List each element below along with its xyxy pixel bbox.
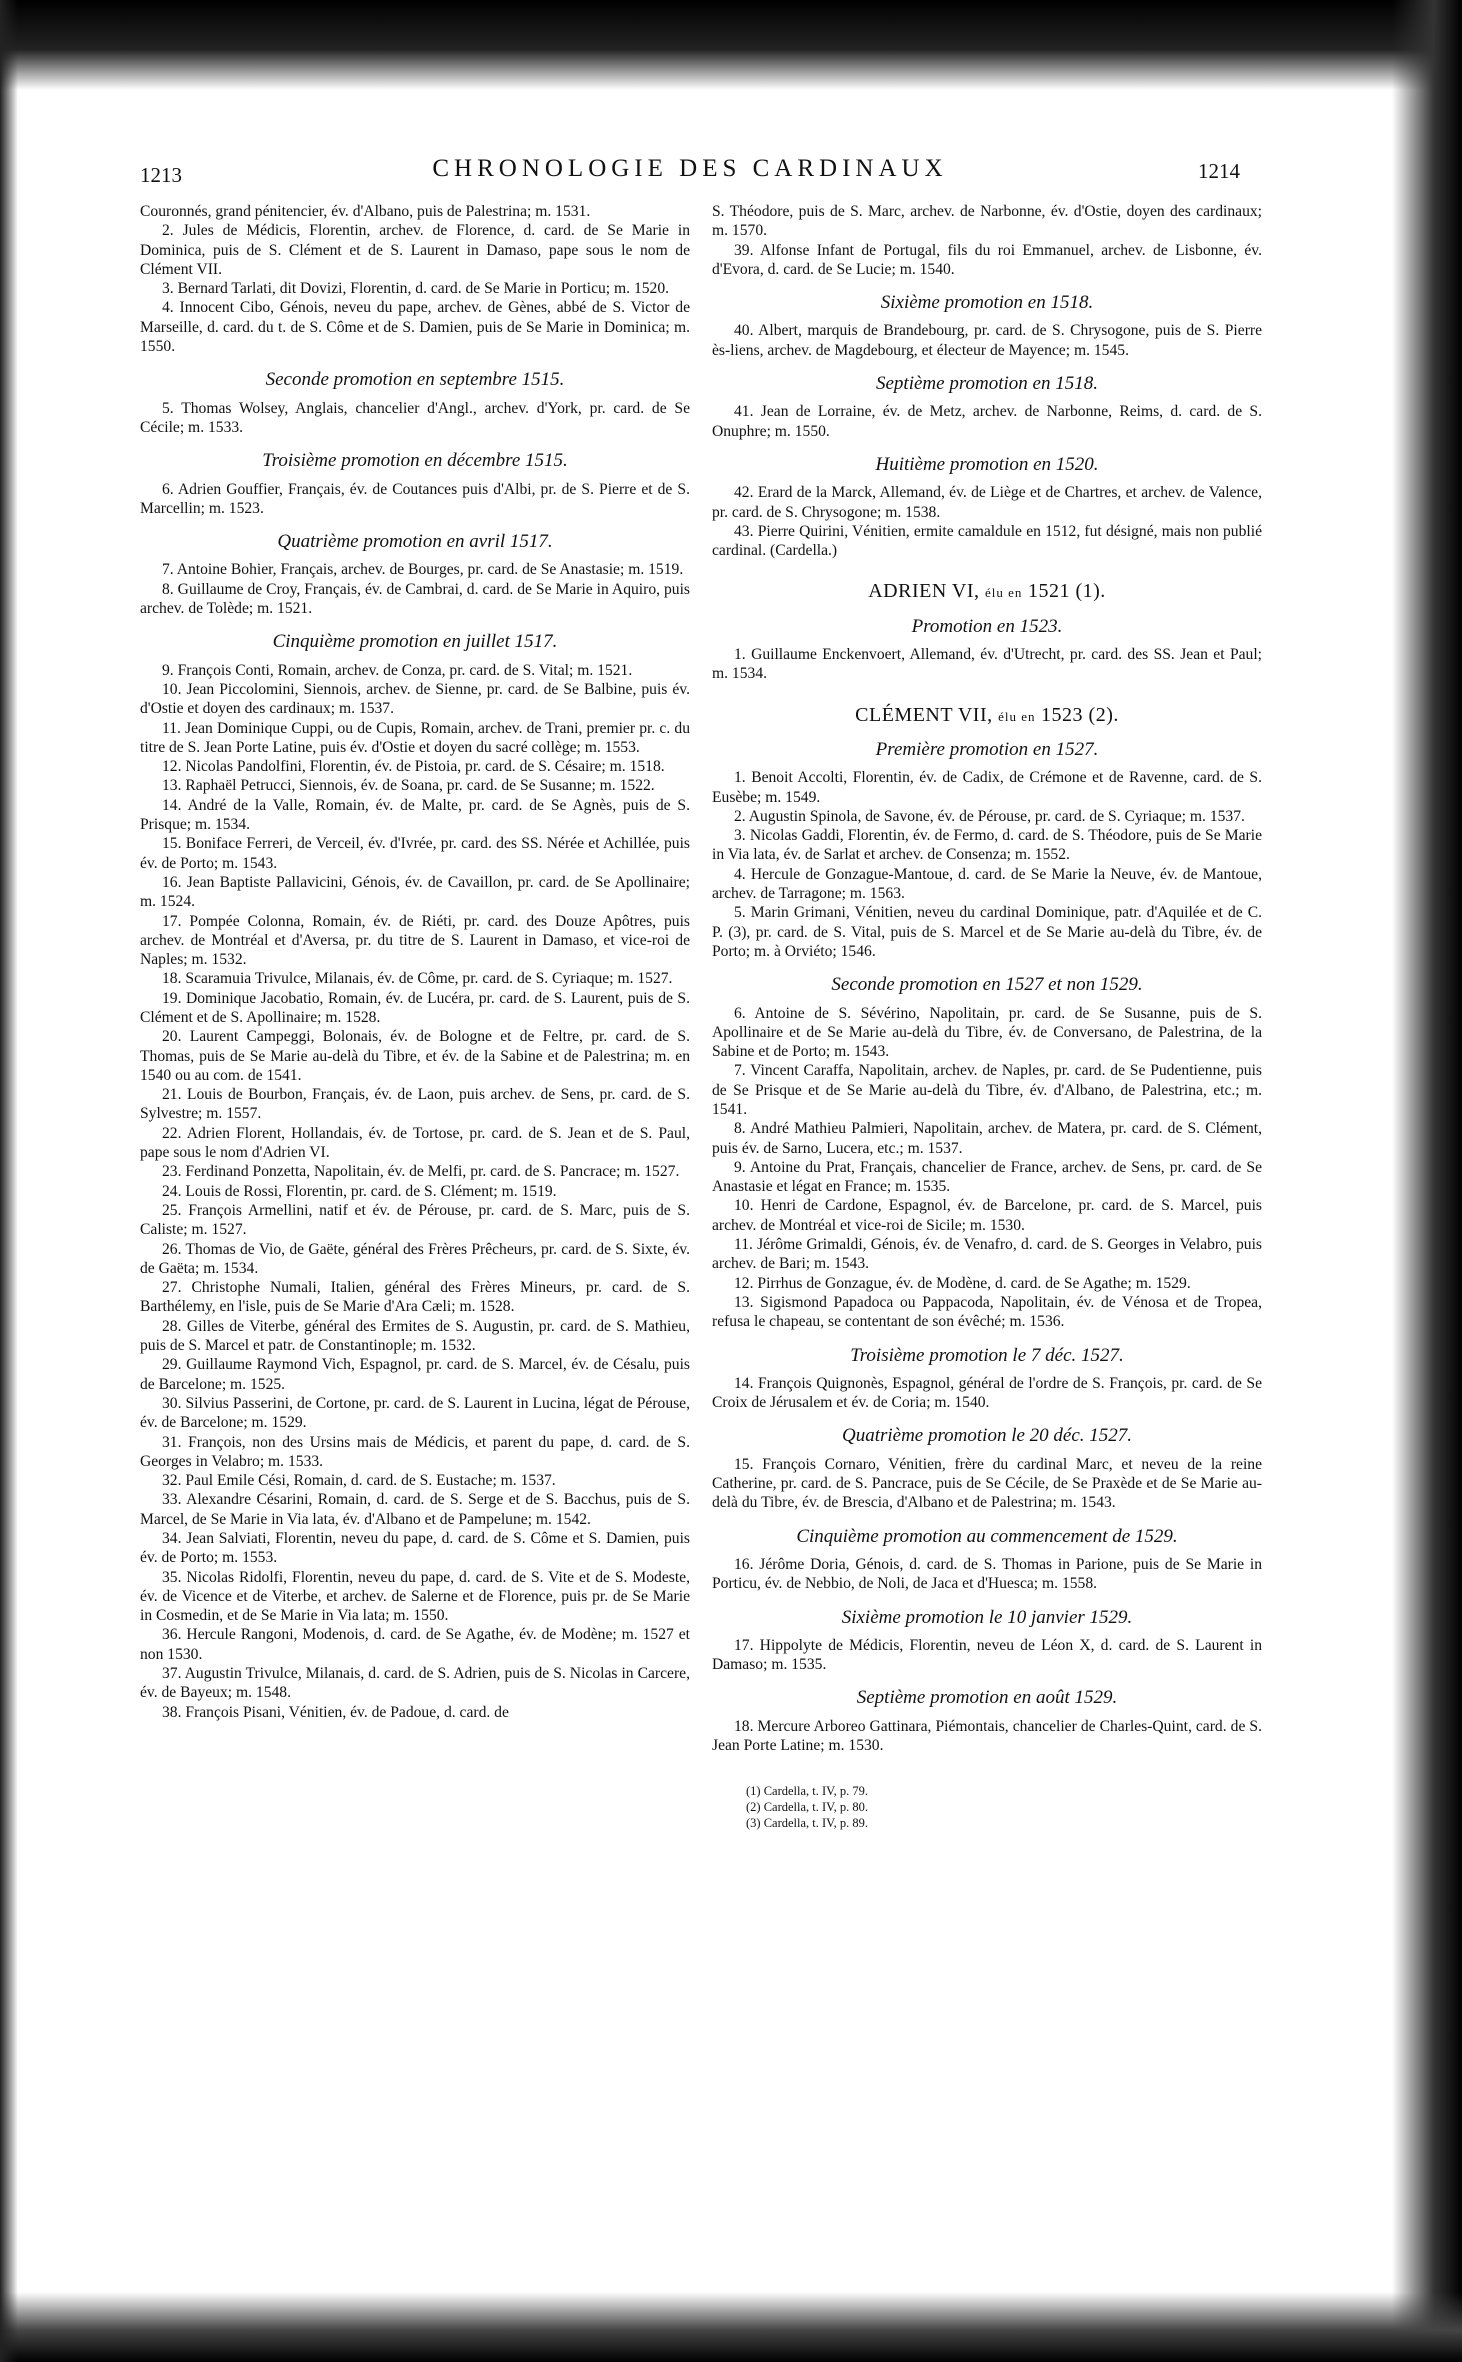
cardinal-entry: 40. Albert, marquis de Brandebourg, pr. card. de S. Chrysogone, puis de S. Pierre ès-liens, archev. de Magdebourg, et électeur de Mayence; m. 1545.: [712, 322, 1262, 359]
cardinal-entry: 13. Sigismond Papadoca ou Pappacoda, Napolitain, év. de Vénosa et de Tropea, refusa le chapeau, se contentant de son évêché; m. 1536.: [712, 1293, 1262, 1331]
cardinal-entry: 22. Adrien Florent, Hollandais, év. de Tortose, pr. card. de S. Jean et de S. Paul, pape sous le nom d'Adrien VI.: [140, 1124, 690, 1162]
cardinal-entry-continued: Couronnés, grand pénitencier, év. d'Albano, puis de Palestrina; m. 1531.: [140, 203, 591, 220]
cardinal-entry: 10. Jean Piccolomini, Siennois, archev. de Sienne, pr. card. de Se Balbine, puis év. d'Ostie et doyen des cardinaux; m. 1537.: [140, 680, 690, 718]
pope-heading: [712, 703, 1262, 726]
pope-name: ADRIEN VI,: [868, 580, 980, 603]
cardinal-entry: 19. Dominique Jacobatio, Romain, év. de Lucéra, pr. card. de S. Laurent, puis de S. Clément et de S. Apollinaire; m. 1528.: [140, 989, 690, 1026]
promotion-heading: Seconde promotion en septembre 1515.: [265, 369, 565, 391]
cardinal-entry: 6. Antoine de S. Sévérino, Napolitain, pr. card. de Se Susanne, puis de S. Apollinaire et de Se Marie au-delà du Tibre, év. de Conversano, de Palestrina, de la Sabine et de Porto; m. 1543.: [712, 1004, 1262, 1061]
cardinal-entry: 15. François Cornaro, Vénitien, frère du cardinal Marc, et neveu de la reine Catherine, pr. card. de S. Pancrace, puis de Se Cécile, de Se Praxède et de Se Marie au-delà du Tibre, év. de Brescia, d'Albano et de Palestrina; m. 1543.: [712, 1455, 1262, 1512]
cardinal-entry: 2. Jules de Médicis, Florentin, archev. de Florence, d. card. de Se Marie in Dominica, puis de S. Clément et de S. Laurent in Damaso, pape sous le nom de Clément VII.: [140, 222, 690, 278]
cardinal-entry: 6. Adrien Gouffier, Français, év. de Coutances puis d'Albi, pr. de S. Pierre et de S. Marcellin; m. 1523.: [140, 480, 690, 517]
cardinal-entry: 41. Jean de Lorraine, év. de Metz, archev. de Narbonne, Reims, d. card. de S. Onuphre; m. 1550.: [712, 403, 1262, 440]
cardinal-entry: 18. Scaramuia Trivulce, Milanais, év. de Côme, pr. card. de S. Cyriaque; m. 1527.: [162, 970, 673, 988]
cardinal-entry: 14. François Quignonès, Espagnol, général de l'ordre de S. François, pr. card. de Se Croix de Jérusalem et év. de Coria; m. 1540.: [712, 1374, 1262, 1412]
pope-elected-label: élu en: [985, 585, 1023, 601]
footnote: (3) Cardella, t. IV, p. 89.: [746, 1816, 868, 1831]
promotion-heading: Première promotion en 1527.: [875, 738, 1099, 760]
right-column: [712, 202, 1262, 1831]
footnote: (2) Cardella, t. IV, p. 80.: [746, 1800, 868, 1815]
cardinal-entry: 7. Vincent Caraffa, Napolitain, archev. de Naples, pr. card. de Se Pudentienne, puis de Se Prisque et de Se Marie au-delà du Tibre, év. d'Albano, de Palestrina, etc.; m. 1541.: [712, 1062, 1262, 1118]
cardinal-entry: 11. Jérôme Grimaldi, Génois, év. de Venafro, d. card. de S. Georges in Velabro, puis archev. de Bari; m. 1543.: [712, 1236, 1262, 1273]
pope-election-year: 1523 (2).: [1041, 703, 1119, 726]
promotion-heading: Seconde promotion en 1527 et non 1529.: [831, 974, 1143, 996]
scan-border-right: [1392, 0, 1462, 2362]
footnotes: [712, 1783, 1262, 1831]
cardinal-entry: 5. Marin Grimani, Vénitien, neveu du cardinal Dominique, patr. d'Aquilée et de C. P. (3), pr. card. de S. Vital, puis de S. Marcel et de Se Marie au-delà du Tibre, év. de Porto; m. à Orviéto; 1546.: [712, 904, 1262, 960]
cardinal-entry: 37. Augustin Trivulce, Milanais, d. card. de S. Adrien, puis de S. Nicolas in Carcere, év. de Bayeux; m. 1548.: [140, 1665, 690, 1702]
cardinal-entry: 17. Pompée Colonna, Romain, év. de Riéti, pr. card. des Douze Apôtres, puis archev. de Montréal et d'Aversa, pr. du titre de S. Laurent in Damaso, et vice-roi de Naples; m. 1532.: [140, 912, 690, 969]
cardinal-entry: 17. Hippolyte de Médicis, Florentin, neveu de Léon X, d. card. de S. Laurent in Damaso; m. 1535.: [712, 1636, 1262, 1674]
cardinal-entry: 13. Raphaël Petrucci, Siennois, év. de Soana, pr. card. de Se Susanne; m. 1522.: [162, 777, 655, 795]
page-number-left: 1213: [140, 163, 182, 187]
promotion-heading: Quatrième promotion le 20 déc. 1527.: [841, 1425, 1133, 1447]
cardinal-entry: 38. François Pisani, Vénitien, év. de Padoue, d. card. de: [162, 1703, 509, 1721]
page-header: [140, 155, 1240, 191]
promotion-heading: Promotion en 1523.: [911, 615, 1063, 637]
footnote: (1) Cardella, t. IV, p. 79.: [746, 1784, 868, 1799]
cardinal-entry: 32. Paul Emile Cési, Romain, d. card. de S. Eustache; m. 1537.: [162, 1472, 556, 1490]
cardinal-entry: 7. Antoine Bohier, Français, archev. de Bourges, pr. card. de Se Anastasie; m. 1519.: [162, 561, 684, 579]
running-title: CHRONOLOGIE DES CARDINAUX: [432, 155, 948, 182]
scan-border-bottom: [0, 2292, 1462, 2362]
cardinal-entry: 25. François Armellini, natif et év. de Pérouse, pr. card. de S. Marc, puis de S. Caliste; m. 1527.: [140, 1201, 690, 1239]
cardinal-entry: 31. François, non des Ursins mais de Médicis, et parent du pape, d. card. de S. Georges in Velabro; m. 1533.: [140, 1433, 690, 1470]
cardinal-entry: 4. Innocent Cibo, Génois, neveu du pape, archev. de Gènes, abbé de S. Victor de Marseille, d. card. du t. de S. Côme et de S. Damien, puis de Se Marie in Dominica; m. 1550.: [140, 299, 690, 356]
cardinal-entry: 8. Guillaume de Croy, Français, év. de Cambrai, d. card. de Se Marie in Aquiro, puis archev. de Tolède; m. 1521.: [140, 580, 690, 618]
cardinal-entry: 12. Pirrhus de Gonzague, év. de Modène, d. card. de Se Agathe; m. 1529.: [734, 1274, 1191, 1292]
cardinal-entry: 39. Alfonse Infant de Portugal, fils du roi Emmanuel, archev. de Lisbonne, év. d'Evora, d. card. de Se Lucie; m. 1540.: [712, 241, 1262, 278]
scan-border-top: [0, 0, 1462, 90]
cardinal-entry: 11. Jean Dominique Cuppi, ou de Cupis, Romain, archev. de Trani, premier pr. c. du titre de S. Jean Porte Latine, puis év. d'Ostie et doyen du sacré collège; m. 1553.: [140, 719, 690, 756]
cardinal-entry: 33. Alexandre Césarini, Romain, d. card. de S. Serge et de S. Bacchus, puis de S. Marcel, de Se Marie in Via lata, év. d'Albano et de Pampelune; m. 1542.: [140, 1491, 690, 1528]
promotion-heading: Troisième promotion le 7 déc. 1527.: [850, 1344, 1124, 1366]
cardinal-entry: 3. Bernard Tarlati, dit Dovizi, Florentin, d. card. de Se Marie in Porticu; m. 1520.: [162, 280, 670, 298]
cardinal-entry: 16. Jérôme Doria, Génois, d. card. de S. Thomas in Parione, puis de Se Marie in Porticu, év. de Nebbio, de Noli, de Jaca et d'Huesca; m. 1558.: [712, 1555, 1262, 1593]
cardinal-entry: 21. Louis de Bourbon, Français, év. de Laon, puis archev. de Sens, pr. card. de S. Sylvestre; m. 1557.: [140, 1086, 690, 1123]
cardinal-entry: 2. Augustin Spinola, de Savone, év. de Pérouse, pr. card. de S. Cyriaque; m. 1537.: [734, 807, 1245, 825]
pope-election-year: 1521 (1).: [1027, 580, 1106, 603]
cardinal-entry: 15. Boniface Ferreri, de Verceil, év. d'Ivrée, pr. card. des SS. Nérée et Achillée, puis év. de Porto; m. 1543.: [140, 835, 690, 872]
cardinal-entry: 18. Mercure Arboreo Gattinara, Piémontais, chancelier de Charles-Quint, card. de S. Jean Porte Latine; m. 1530.: [712, 1717, 1262, 1754]
cardinal-entry: 35. Nicolas Ridolfi, Florentin, neveu du pape, d. card. de S. Vite et de S. Modeste, év. de Vicence et de Viterbe, et archev. de Salerne et de Florence, puis pr. de Se Marie in Cosmedin, et de Se Marie in Via lata; m. 1550.: [140, 1568, 690, 1625]
cardinal-entry: 14. André de la Valle, Romain, év. de Malte, pr. card. de Se Agnès, puis de S. Prisque; m. 1534.: [140, 796, 690, 834]
promotion-heading: Sixième promotion en 1518.: [880, 292, 1094, 314]
cardinal-entry: 26. Thomas de Vio, de Gaëte, général des Frères Prêcheurs, pr. card. de S. Sixte, év. de Gaëta; m. 1534.: [140, 1240, 690, 1277]
promotion-heading: Troisième promotion en décembre 1515.: [262, 450, 568, 472]
promotion-heading: Sixième promotion le 10 janvier 1529.: [841, 1606, 1133, 1628]
scan-border-left: [0, 0, 18, 2362]
cardinal-entry: 28. Gilles de Viterbe, général des Ermites de S. Augustin, pr. card. de S. Mathieu, puis de S. Marcel et patr. de Constantinople; m. 1532.: [140, 1317, 690, 1355]
page-number-right: 1214: [1198, 159, 1240, 183]
cardinal-entry: 20. Laurent Campeggi, Bolonais, év. de Bologne et de Feltre, pr. card. de S. Thomas, puis de Se Marie au-delà du Tibre, et év. de la Sabine et de Palestrina; m. en 1540 ou au com. de 1541.: [140, 1028, 690, 1084]
pope-heading: [712, 582, 1262, 602]
cardinal-entry: 43. Pierre Quirini, Vénitien, ermite camaldule en 1512, fut désigné, mais non publié cardinal. (Cardella.): [712, 522, 1262, 560]
cardinal-entry: 36. Hercule Rangoni, Modenois, d. card. de Se Agathe, év. de Modène; m. 1527 et non 1530.: [140, 1626, 690, 1663]
cardinal-entry: 30. Silvius Passerini, de Cortone, pr. card. de S. Laurent in Lucina, légat de Pérouse, év. de Barcelone; m. 1529.: [140, 1394, 690, 1432]
promotion-heading: Cinquième promotion au commencement de 1529.: [796, 1525, 1178, 1547]
promotion-heading: Cinquième promotion en juillet 1517.: [272, 631, 558, 653]
cardinal-entry: 1. Guillaume Enckenvoert, Allemand, év. d'Utrecht, pr. card. des SS. Jean et Paul; m. 1534.: [712, 646, 1262, 683]
cardinal-entry: 1. Benoit Accolti, Florentin, év. de Cadix, de Crémone et de Ravenne, card. de S. Eusèbe; m. 1549.: [712, 769, 1262, 806]
promotion-heading: Huitième promotion en 1520.: [875, 453, 1099, 475]
cardinal-entry: 24. Louis de Rossi, Florentin, pr. card. de S. Clément; m. 1519.: [162, 1182, 557, 1200]
cardinal-entry: 29. Guillaume Raymond Vich, Espagnol, pr. card. de S. Marcel, év. de Césalu, puis de Barcelone; m. 1525.: [140, 1356, 690, 1393]
cardinal-entry: 23. Ferdinand Ponzetta, Napolitain, év. de Melfi, pr. card. de S. Pancrace; m. 1527.: [162, 1163, 680, 1181]
cardinal-entry: 16. Jean Baptiste Pallavicini, Génois, év. de Cavaillon, pr. card. de Se Apollinaire; m. 1524.: [140, 873, 690, 911]
promotion-heading: Septième promotion en août 1529.: [856, 1687, 1118, 1709]
left-column: [140, 202, 690, 1722]
promotion-heading: Septième promotion en 1518.: [876, 373, 1098, 395]
cardinal-entry: 10. Henri de Cardone, Espagnol, év. de Barcelone, pr. card. de S. Marcel, puis archev. de Montréal et vice-roi de Sicile; m. 1530.: [712, 1197, 1262, 1234]
pope-elected-label: élu en: [998, 708, 1036, 724]
pope-name: CLÉMENT VII,: [855, 703, 993, 726]
cardinal-entry: 9. Antoine du Prat, Français, chancelier de France, archev. de Sens, pr. card. de Se Anastasie et légat en France; m. 1535.: [712, 1158, 1262, 1196]
cardinal-entry: 9. François Conti, Romain, archev. de Conza, pr. card. de S. Vital; m. 1521.: [162, 661, 633, 679]
cardinal-entry: 8. André Mathieu Palmieri, Napolitain, archev. de Matera, pr. card. de S. Clément, puis év. de Sarno, Lucera, etc.; m. 1537.: [712, 1120, 1262, 1157]
cardinal-entry: 27. Christophe Numali, Italien, général des Frères Mineurs, pr. card. de S. Barthélemy, en l'isle, puis de Se Marie d'Ara Cæli; m. 1528.: [140, 1279, 690, 1316]
promotion-heading: Quatrième promotion en avril 1517.: [277, 531, 553, 553]
cardinal-entry-continued: S. Théodore, puis de S. Marc, archev. de Narbonne, év. d'Ostie, doyen des cardinaux; m. 1570.: [712, 203, 1262, 240]
cardinal-entry: 42. Erard de la Marck, Allemand, év. de Liège et de Chartres, et archev. de Valence, pr. card. de S. Chrysogone; m. 1538.: [712, 484, 1262, 521]
cardinal-entry: 34. Jean Salviati, Florentin, neveu du pape, d. card. de S. Côme et S. Damien, puis év. de Porto; m. 1553.: [140, 1530, 690, 1567]
cardinal-entry: 5. Thomas Wolsey, Anglais, chancelier d'Angl., archev. d'York, pr. card. de Se Cécile; m. 1533.: [140, 399, 690, 436]
cardinal-entry: 4. Hercule de Gonzague-Mantoue, d. card. de Se Marie la Neuve, év. de Mantoue, archev. de Tarragone; m. 1563.: [712, 865, 1262, 903]
cardinal-entry: 12. Nicolas Pandolfini, Florentin, év. de Pistoia, pr. card. de S. Césaire; m. 1518.: [162, 758, 665, 776]
cardinal-entry: 3. Nicolas Gaddi, Florentin, év. de Fermo, d. card. de S. Théodore, puis de Se Marie in Via lata, év. de Sarlat et archev. de Consenza; m. 1552.: [712, 827, 1262, 864]
